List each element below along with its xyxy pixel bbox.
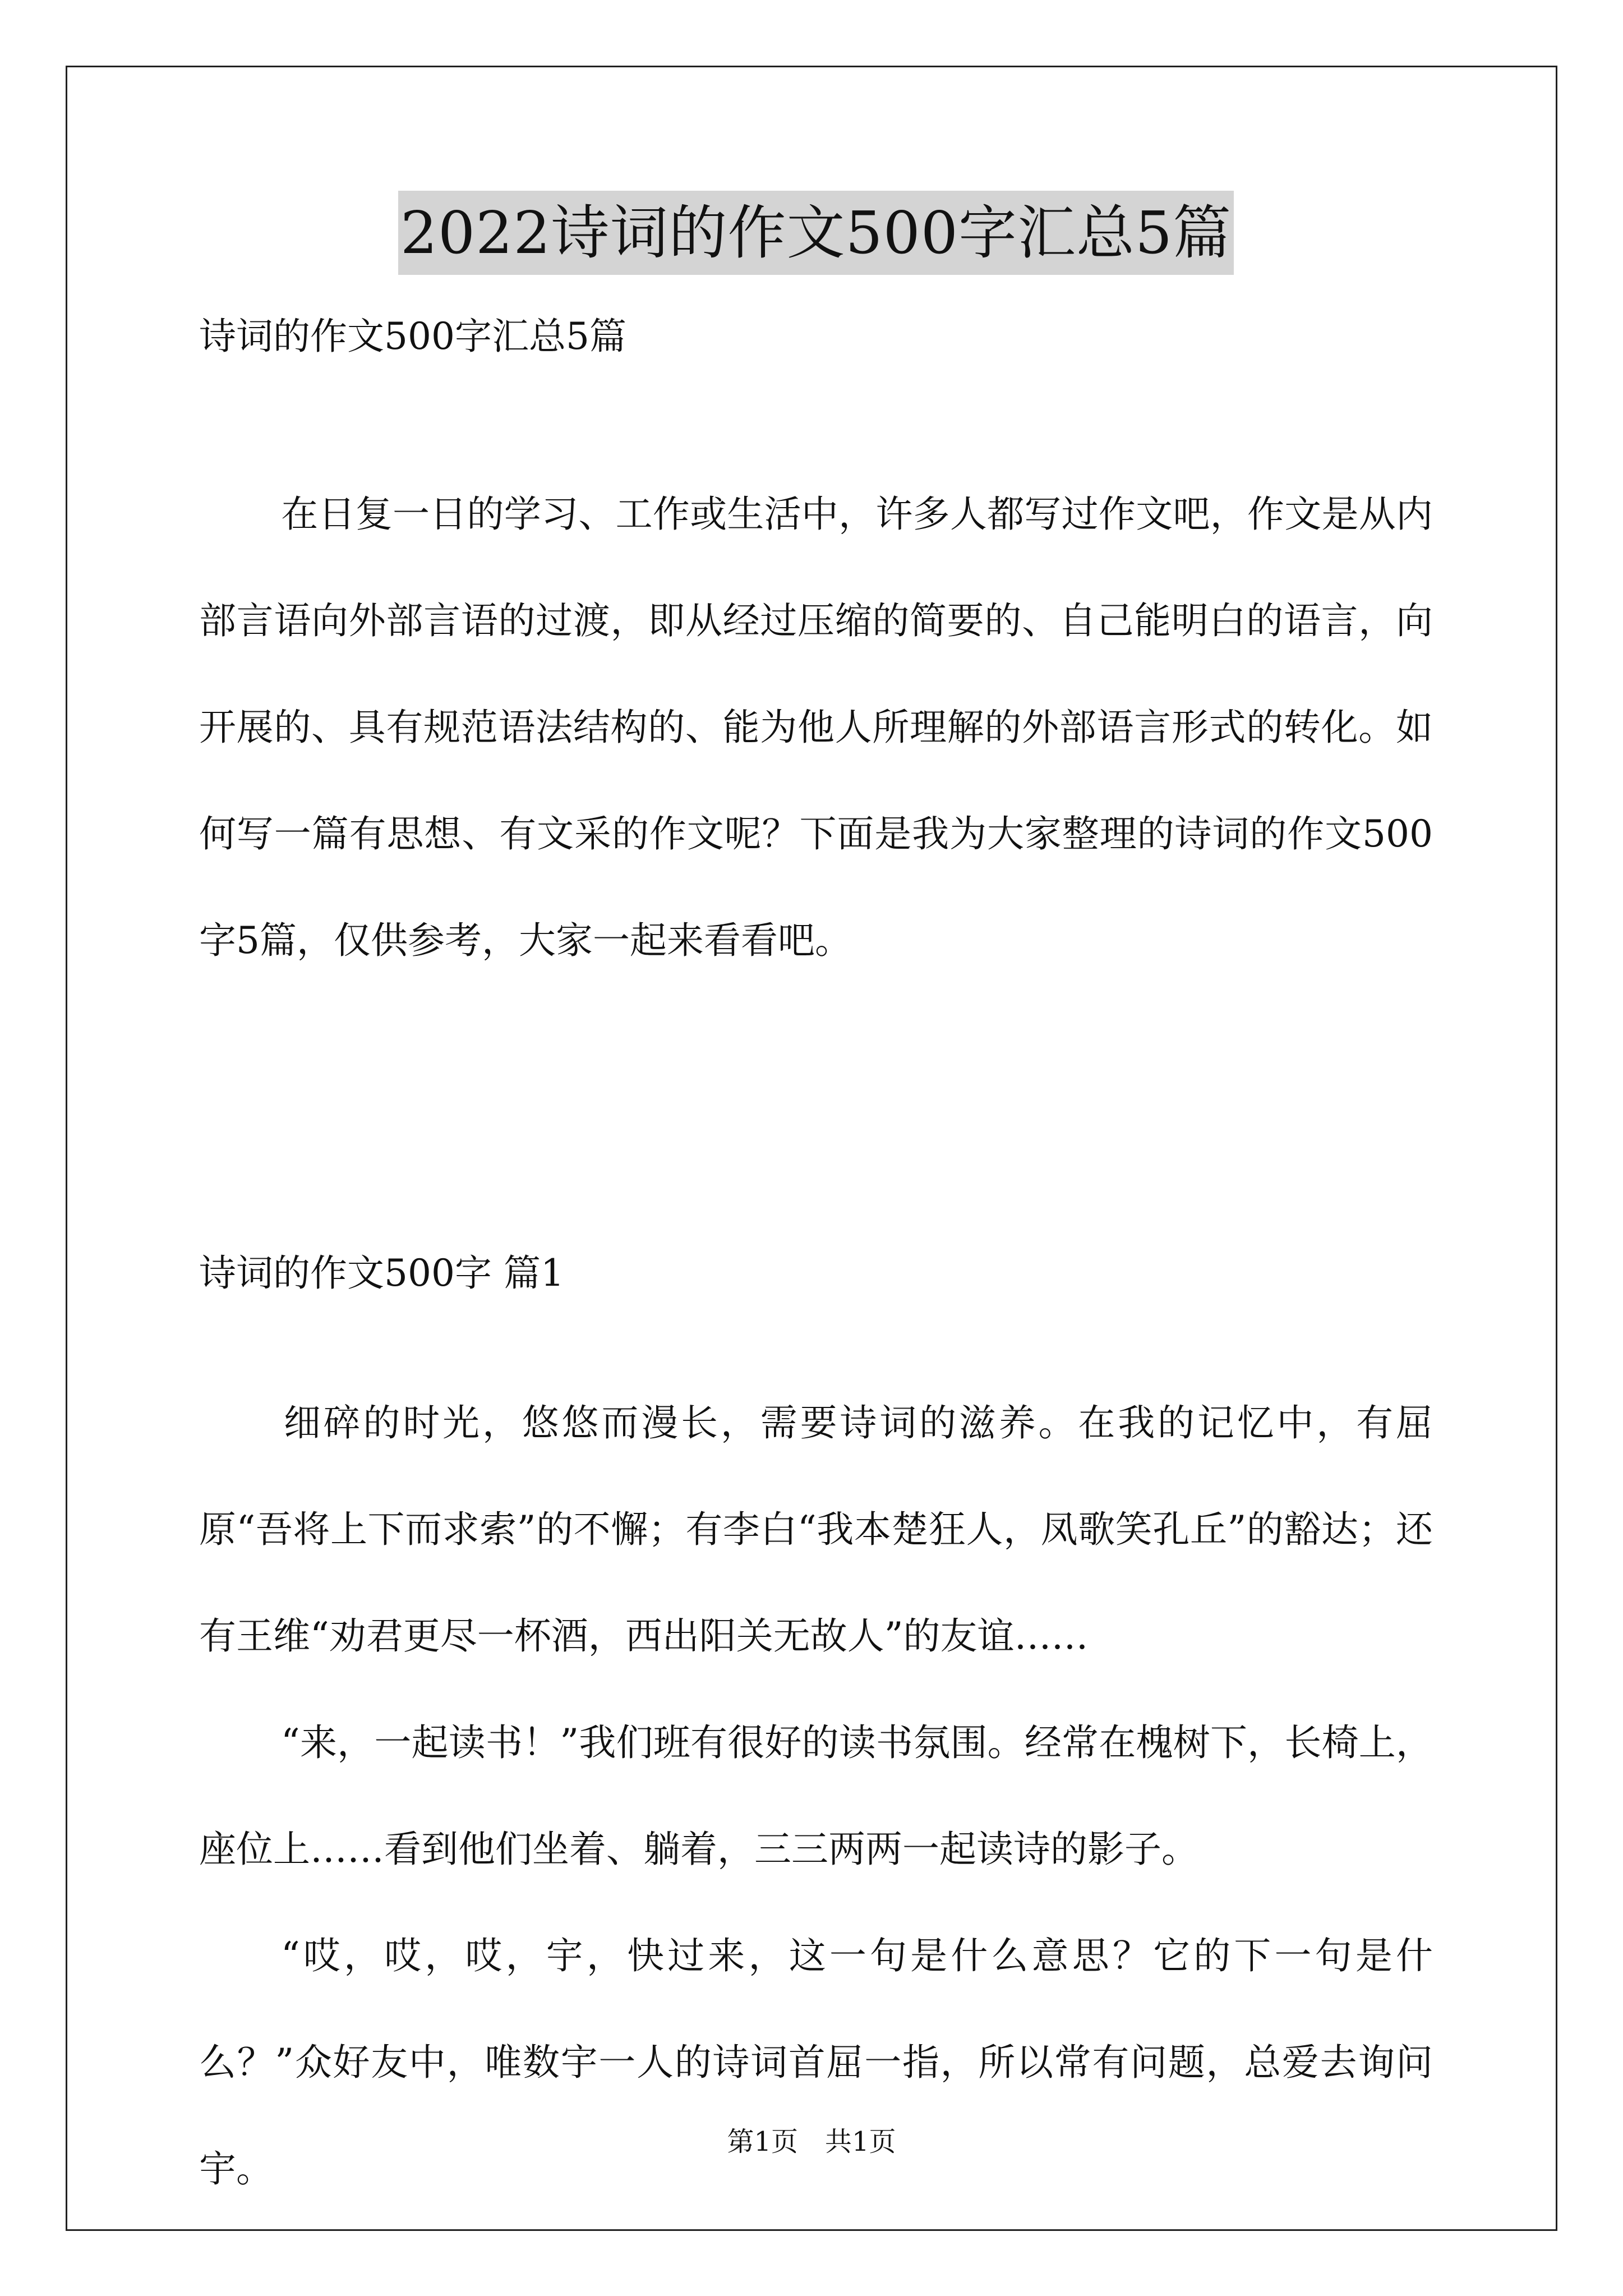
body-paragraph-text: “哎，哎，哎，宇，快过来，这一句是什么意思？它的下一句是什么？”众好友中，唯数宇一人的诗词首屈一指，所以常有问题，总爱去询问宇。 xyxy=(199,1934,1433,2191)
document-title xyxy=(199,191,1433,275)
page-number-current: 第1页 xyxy=(727,2126,798,2157)
body-paragraph xyxy=(199,1690,1433,1903)
body-paragraph-text: “来，一起读书！”我们班有很好的读书氛围。经常在槐树下，长椅上，座位上……看到他们坐着、躺着，三三两两一起读诗的影子。 xyxy=(199,1721,1433,1871)
page-footer xyxy=(0,2125,1623,2159)
body-paragraph xyxy=(199,1370,1433,1690)
intro-paragraph-text: 在日复一日的学习、工作或生活中，许多人都写过作文吧，作文是从内部言语向外部言语的过渡，即从经过压缩的简要的、自己能明白的语言，向开展的、具有规范语法结构的、能为他人所理解的外部语言形式的转化。如何写一篇有思想、有文采的作文呢？下面是我为大家整理的诗词的作文500字5篇，仅供参考，大家一起来看看吧。 xyxy=(199,493,1433,962)
page-number-total: 共1页 xyxy=(825,2126,896,2157)
intro-paragraph xyxy=(199,461,1433,994)
document-title-text: 2022诗词的作文500字汇总5篇 xyxy=(398,191,1234,275)
body-paragraph-text: 细碎的时光，悠悠而漫长，需要诗词的滋养。在我的记忆中，有屈原“吾将上下而求索”的不懈；有李白“我本楚狂人，凤歌笑孔丘”的豁达；还有王维“劝君更尽一杯酒，西出阳关无故人”的友谊…… xyxy=(199,1401,1433,1658)
body-paragraph xyxy=(199,1903,1433,2223)
section-title: 诗词的作文500字 篇1 xyxy=(199,1251,564,1295)
document-subtitle: 诗词的作文500字汇总5篇 xyxy=(199,315,626,358)
